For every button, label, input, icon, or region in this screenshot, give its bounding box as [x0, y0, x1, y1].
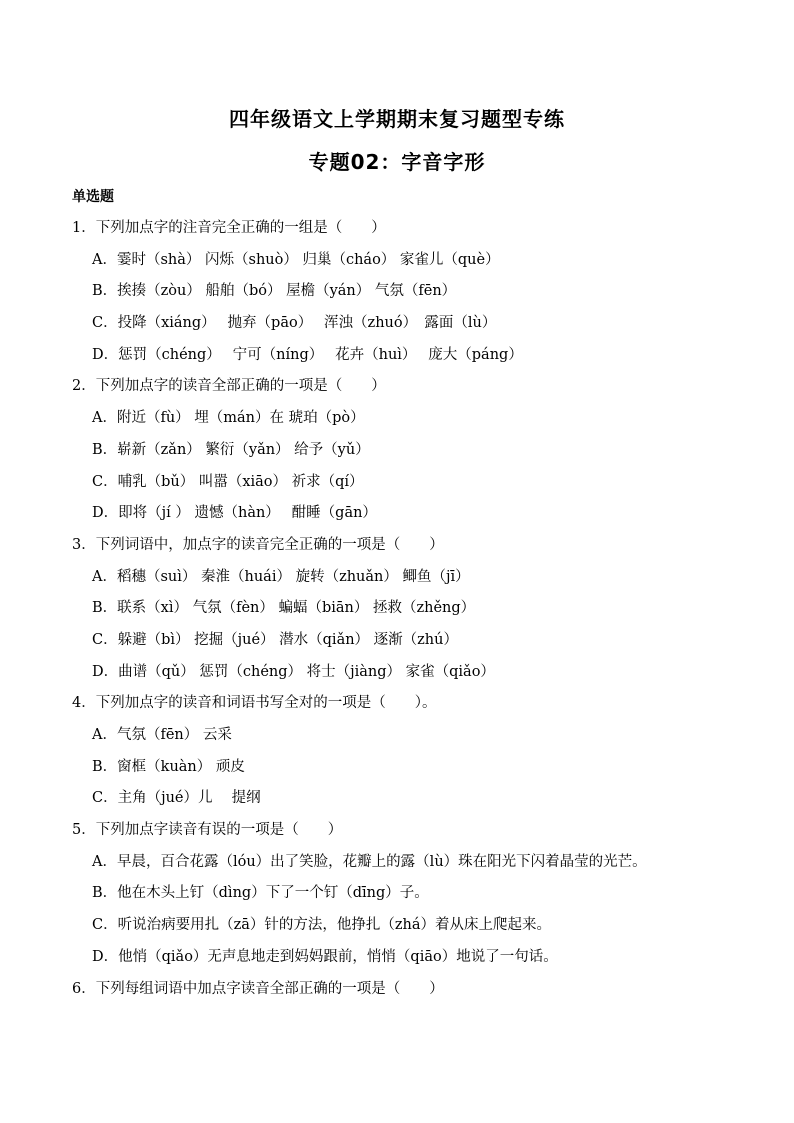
question-option: B．联系（xì） 气氛（fèn） 蝙蝠（biān） 拯救（zhěng） [92, 600, 476, 617]
question-list [0, 214, 794, 1006]
question-option: A．霎时（shà） 闪烁（shuò） 归巢（cháo） 家雀儿（què） [92, 251, 500, 268]
question-stem: 2．下列加点字的读音全部正确的一项是（ ） [72, 378, 386, 395]
question-option: C．主角（jué）儿 提纲 [92, 790, 261, 807]
question-option: B．他在木头上钉（dìng）下了一个钉（dīng）子。 [92, 885, 429, 902]
question-option: D．即将（jí ） 遗憾（hàn） 酣睡（gān） [92, 505, 377, 522]
question-option: B．窗框（kuàn） 顽皮 [92, 758, 245, 775]
question-option: A．稻穗（suì） 秦淮（huái） 旋转（zhuǎn） 鲫鱼（jī） [92, 568, 470, 585]
question-stem: 1．下列加点字的注音完全正确的一组是（ ） [72, 220, 386, 236]
question-stem: 4．下列加点字的读音和词语书写全对的一项是（ ）。 [72, 695, 437, 712]
question-option: A．气氛（fēn） 云采 [92, 727, 232, 743]
question-option: D．他悄（qiǎo）无声息地走到妈妈跟前，悄悄（qiāo）地说了一句话。 [92, 948, 558, 965]
document-subtitle: 专题02：字音字形 [308, 150, 486, 174]
question-option: A．早晨，百合花露（lóu）出了笑脸，花瓣上的露（lù）珠在阳光下闪着晶莹的光芒。 [92, 853, 647, 870]
question-option: A．附近（fù） 埋（mán）在 琥珀（pò） [92, 410, 365, 427]
question-stem: 6．下列每组词语中加点字读音全部正确的一项是（ ） [72, 980, 444, 997]
question-option: B．挨揍（zòu） 船舶（bó） 屋檐（yán） 气氛（fēn） [92, 283, 457, 300]
question-option: D．曲谱（qǔ） 惩罚（chéng） 将士（jiàng） 家雀（qiǎo） [92, 663, 495, 680]
question-stem: 5．下列加点字读音有误的一项是（ ） [72, 822, 343, 839]
question-option: D．惩罚（chéng） 宁可（níng） 花卉（huì） 庞大（páng） [92, 346, 523, 363]
question-option: C．投降（xiáng） 抛弃（pāo） 浑浊（zhuó） 露面（lù） [92, 315, 497, 332]
question-stem: 3．下列词语中，加点字的读音完全正确的一项是（ ） [72, 536, 444, 553]
question-option: C．躲避（bì） 挖掘（jué） 潜水（qiǎn） 逐渐（zhú） [92, 631, 458, 648]
question-option: C．哺乳（bǔ） 叫嚣（xiāo） 祈求（qí） [92, 473, 364, 490]
document-title: 四年级语文上学期期末复习题型专练 [229, 107, 565, 131]
section-heading: 单选题 [72, 189, 114, 205]
question-option: C．听说治病要用扎（zā）针的方法，他挣扎（zhá）着从床上爬起来。 [92, 917, 551, 934]
question-option: B．崭新（zǎn） 繁衍（yǎn） 给予（yǔ） [92, 441, 370, 458]
